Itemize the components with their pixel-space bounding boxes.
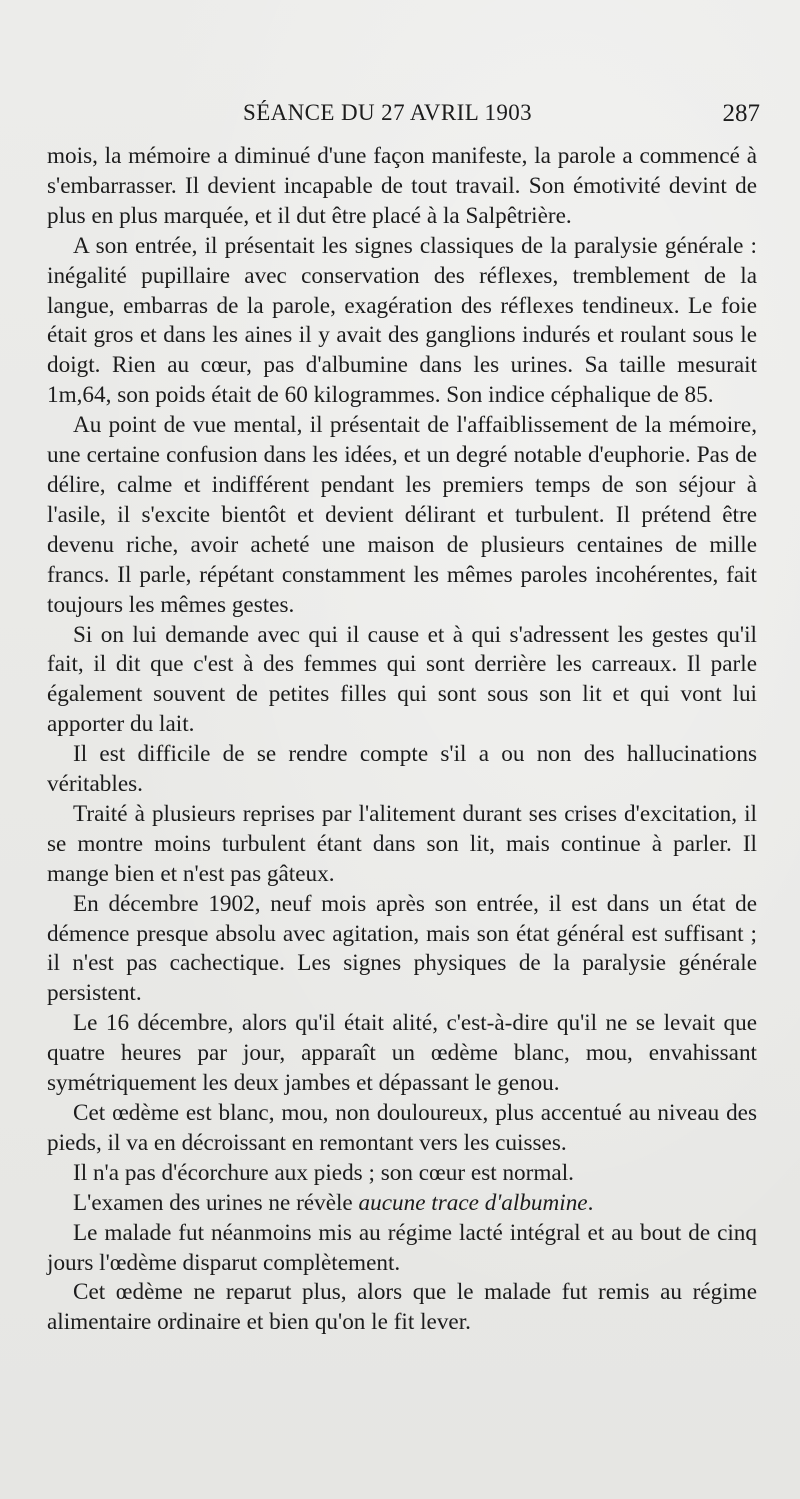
urine-emphasis-text: aucune trace d'albumine (358, 1189, 588, 1216)
page-number: 287 (722, 100, 760, 127)
paragraph-milk-diet: Le malade fut néanmoins mis au régime lacté intégral et au bout de cinq jours l'œdème disparut complètement. (47, 1219, 757, 1276)
paragraph-december-state: En décembre 1902, neuf mois après son entrée, il est dans un état de démence presque absolu avec agitation, mais son état général est suffisant ; il n'est pas cachectique. Les signes physiques de la paralysie générale persistent. (47, 890, 757, 1007)
urine-tail-text: . (587, 1189, 594, 1216)
paragraph-hallucinations: Il est difficile de se rendre compte s'il a ou non des hallucinations véritables. (47, 741, 757, 798)
paragraph-no-recurrence: Cet œdème ne reparut plus, alors que le malade fut remis au régime alimentaire ordinaire et bien qu'on le fit lever. (47, 1279, 757, 1336)
body-text (47, 142, 757, 1338)
paragraph-oedema-onset: Le 16 décembre, alors qu'il était alité, c'est-à-dire qu'il ne se levait que quatre heures par jour, apparaît un œdème blanc, mou, envahissant symétriquement les deux jambes et dépassant le genou. (47, 1010, 757, 1097)
running-head: SÉANCE DU 27 AVRIL 1903 (243, 100, 533, 125)
paragraph-admission-signs: A son entrée, il présentait les signes classiques de la paralysie générale : inégalité pupillaire avec conservation des réflexes, tremblement de la langue, embarras de la parole, exagération des réflexes tendineux. Le foie était gros et dans les aines il y avait des ganglions indurés et roulant sous le doigt. Rien au cœur, pas d'albumine dans les urines. Sa taille mesurait 1m,64, son poids était de 60 kilogrammes. Son indice céphalique de 85. (47, 232, 757, 409)
paragraph-feet-heart: Il n'a pas d'écorchure aux pieds ; son cœur est normal. (73, 1159, 574, 1186)
paragraph-continuation: mois, la mémoire a diminué d'une façon manifeste, la parole a commencé à s'embarrasser. Il devient incapable de tout travail. Son émotivité devint de plus en plus marquée, et il dut être placé à la Salpêtrière. (47, 143, 757, 229)
urine-lead-text: L'examen des urines ne révèle (73, 1189, 359, 1216)
paragraph-gestures: Si on lui demande avec qui il cause et à qui s'adressent les gestes qu'il fait, il dit que c'est à des femmes qui sont derrière les carreaux. Il parle également souvent de petites filles qui sont sous son lit et qui vont lui apporter du lait. (47, 621, 757, 738)
paragraph-mental-state: Au point de vue mental, il présentait de l'affaiblissement de la mémoire, une certaine confusion dans les idées, et un degré notable d'euphorie. Pas de délire, calme et indifférent pendant les premiers temps de son séjour à l'asile, il s'excite bientôt et devient délirant et turbulent. Il prétend être devenu riche, avoir acheté une maison de plusieurs centaines de mille francs. Il parle, répétant constamment les mêmes paroles incohérentes, fait toujours les mêmes gestes. (47, 412, 757, 618)
paragraph-oedema-description: Cet œdème est blanc, mou, non douloureux, plus accentué au niveau des pieds, il va en décroissant en remontant vers les cuisses. (47, 1100, 757, 1156)
page-header (0, 100, 800, 130)
paragraph-urine-exam (47, 1189, 757, 1219)
paragraph-treatment: Traité à plusieurs reprises par l'alitement durant ses crises d'excitation, il se montre moins turbulent étant dans son lit, mais continue à parler. Il mange bien et n'est pas gâteux. (47, 800, 757, 887)
